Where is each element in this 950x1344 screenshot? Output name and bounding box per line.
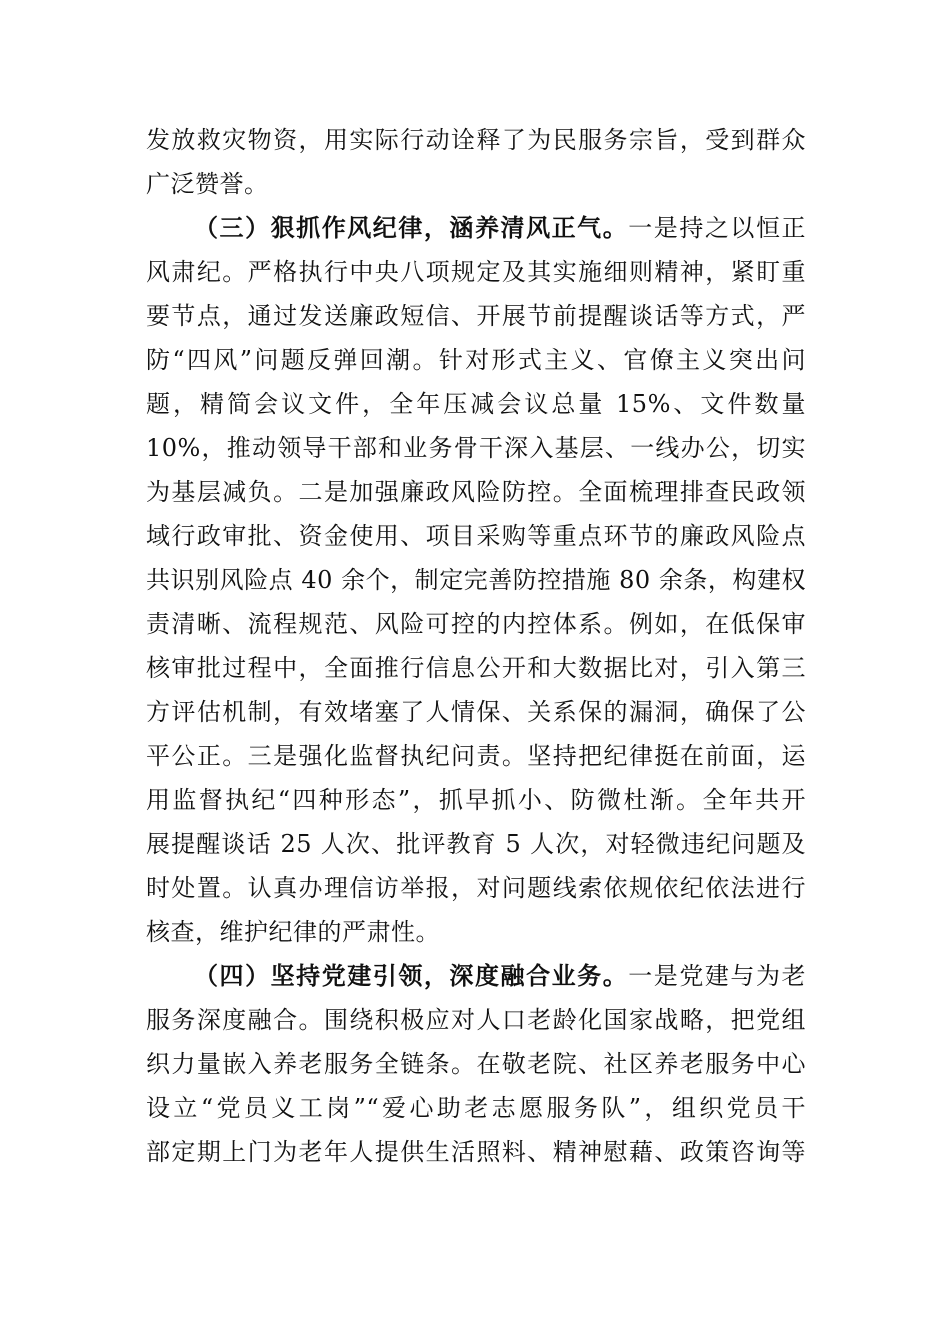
- paragraph-continuation: [146, 118, 806, 206]
- text-line: 广泛赞誉。: [146, 170, 269, 198]
- document-page: [146, 118, 806, 1174]
- text-line: 要节点，通过发送廉政短信、开展节前提醒谈话等方式，严: [146, 302, 806, 330]
- text-line: 时处置。认真办理信访举报，对问题线索依规依纪依法进行: [146, 874, 806, 902]
- text-line: 域行政审批、资金使用、项目采购等重点环节的廉政风险点: [146, 522, 806, 550]
- text-line: 设立“党员义工岗”“爱心助老志愿服务队”，组织党员干: [146, 1094, 806, 1122]
- text-line: 防“四风”问题反弹回潮。针对形式主义、官僚主义突出问: [146, 346, 806, 374]
- text-line: 服务深度融合。围绕积极应对人口老龄化国家战略，把党组: [146, 1006, 806, 1034]
- text-line: 10%，推动领导干部和业务骨干深入基层、一线办公，切实: [146, 434, 806, 462]
- text-fragment: 一是持之以恒正: [628, 214, 807, 242]
- section-heading: （三）狠抓作风纪律，涵养清风正气。: [194, 213, 629, 242]
- text-line: 平公正。三是强化监督执纪问责。坚持把纪律挺在前面，运: [146, 742, 806, 770]
- text-fragment: 一是党建与为老: [628, 962, 807, 990]
- text-line: [146, 206, 806, 250]
- text-line: 风肃纪。严格执行中央八项规定及其实施细则精神，紧盯重: [146, 258, 806, 286]
- text-line: 展提醒谈话 25 人次、批评教育 5 人次，对轻微违纪问题及: [146, 830, 806, 858]
- text-line: 核审批过程中，全面推行信息公开和大数据比对，引入第三: [146, 654, 806, 682]
- paragraph-section-4: [146, 954, 806, 1174]
- text-line: 共识别风险点 40 余个，制定完善防控措施 80 余条，构建权: [146, 566, 806, 594]
- text-line: 题，精简会议文件，全年压减会议总量 15%、文件数量: [146, 390, 806, 418]
- text-line: 用监督执纪“四种形态”，抓早抓小、防微杜渐。全年共开: [146, 786, 806, 814]
- text-line: 方评估机制，有效堵塞了人情保、关系保的漏洞，确保了公: [146, 698, 806, 726]
- text-line: 织力量嵌入养老服务全链条。在敬老院、社区养老服务中心: [146, 1050, 806, 1078]
- text-line: [146, 954, 806, 998]
- paragraph-section-3: [146, 206, 806, 954]
- text-line: 核查，维护纪律的严肃性。: [146, 918, 440, 946]
- text-line: 发放救灾物资，用实际行动诠释了为民服务宗旨，受到群众: [146, 126, 806, 154]
- text-line: 部定期上门为老年人提供生活照料、精神慰藉、政策咨询等: [146, 1138, 806, 1166]
- text-line: 责清晰、流程规范、风险可控的内控体系。例如，在低保审: [146, 610, 806, 638]
- text-line: 为基层减负。二是加强廉政风险防控。全面梳理排查民政领: [146, 478, 806, 506]
- section-heading: （四）坚持党建引领，深度融合业务。: [194, 961, 629, 990]
